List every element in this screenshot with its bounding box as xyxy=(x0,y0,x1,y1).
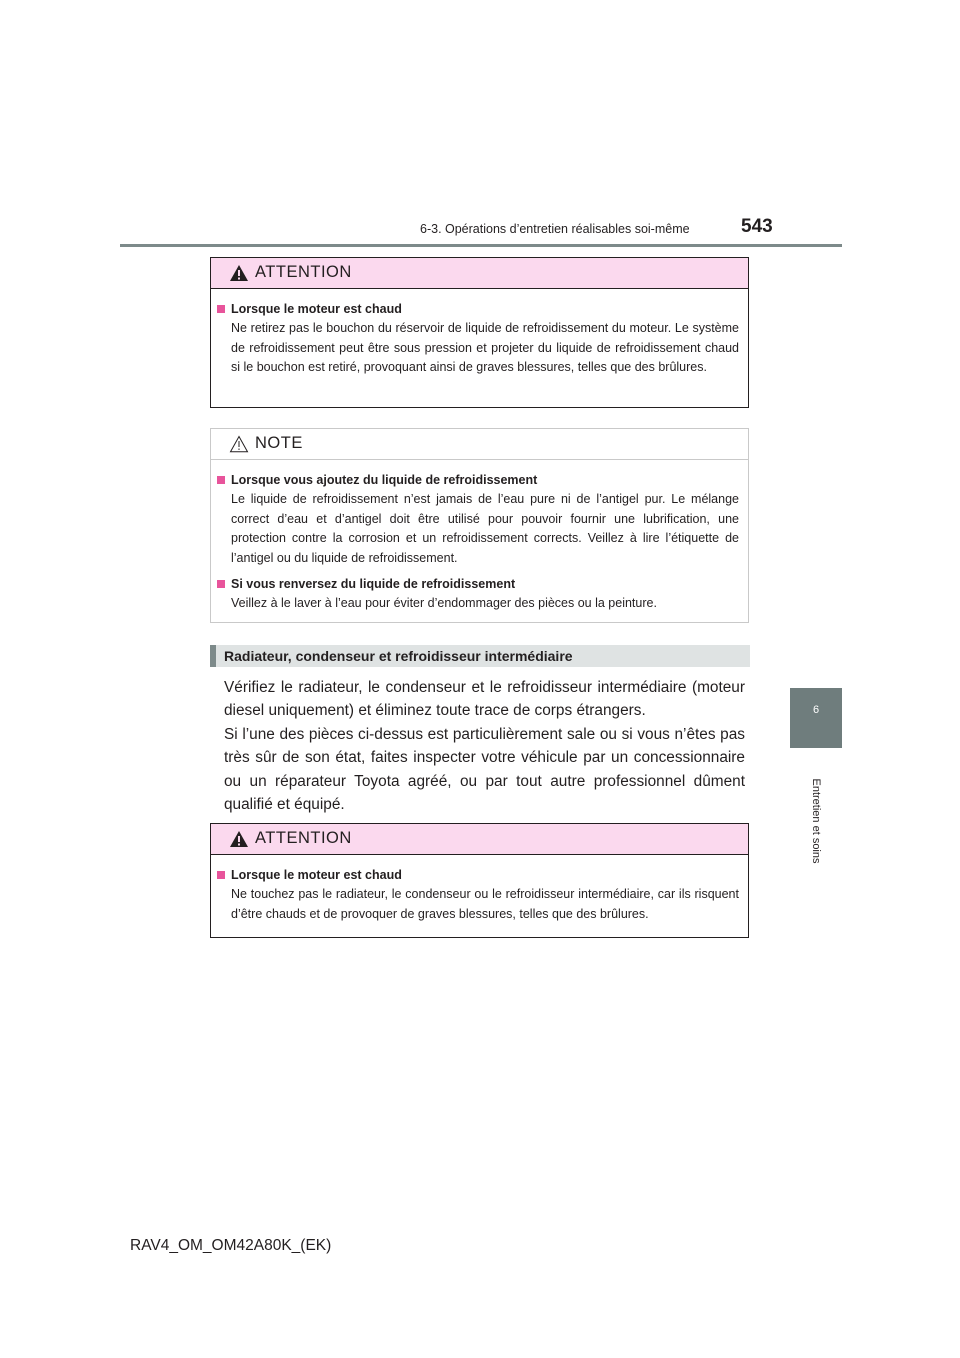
warning-triangle-icon xyxy=(229,830,249,848)
note-item xyxy=(217,574,739,614)
running-header: 6-3. Opérations d’entretien réalisables soi-même xyxy=(420,222,690,236)
attention-header xyxy=(211,258,748,289)
item-heading xyxy=(217,574,739,594)
note-item xyxy=(217,470,739,568)
section-title: Radiateur, condenseur et refroidisseur intermédiaire xyxy=(224,648,573,664)
attention-header xyxy=(211,824,748,855)
attention-body xyxy=(211,289,748,378)
bullet-square-icon xyxy=(217,476,225,484)
section-accent xyxy=(210,645,216,667)
section-heading-bar xyxy=(210,645,750,667)
attention-body xyxy=(211,855,748,924)
item-heading-text: Lorsque le moteur est chaud xyxy=(231,302,402,316)
paragraph: Vérifiez le radiateur, le condenseur et le refroidisseur intermédiaire (moteur diesel uniquement) et éliminez toute trace de corps étrangers. xyxy=(224,679,745,720)
attention-item xyxy=(217,865,739,924)
item-text: Ne retirez pas le bouchon du réservoir de liquide de refroidissement du moteur. Le système de refroidissement peut être sous pression et projeter du liquide de refroidissement chaud si le bouchon est retiré, provoquant ainsi de graves blessures, telles que des brûlures. xyxy=(231,321,739,375)
page-number: 543 xyxy=(741,216,773,237)
document-code: RAV4_OM_OM42A80K_(EK) xyxy=(130,1237,332,1254)
chapter-tab: 6 xyxy=(790,688,842,748)
bullet-square-icon xyxy=(217,580,225,588)
item-text: Ne touchez pas le radiateur, le condenseur ou le refroidisseur intermédiaire, car ils risquent d’être chauds et de provoquer de graves blessures, telles que des brûlures. xyxy=(231,887,739,921)
note-body xyxy=(211,460,748,614)
note-title: NOTE xyxy=(255,434,303,452)
item-text: Le liquide de refroidissement n’est jamais de l’eau pure ni de l’antigel pur. Le mélange correct d’eau et d’antigel doit être utilisé pour pouvoir fournir une lubrification, une protection contre la corrosion et un refroidissement corrects. Veillez à lire l’étiquette de l’antigel ou du liquide de refroidissement. xyxy=(231,492,739,565)
chapter-label: Entretien et soins xyxy=(810,778,822,864)
item-heading-text: Lorsque le moteur est chaud xyxy=(231,868,402,882)
attention-title: ATTENTION xyxy=(255,829,352,847)
item-text: Veillez à le laver à l’eau pour éviter d’endommager des pièces ou la peinture. xyxy=(231,596,657,611)
item-heading xyxy=(217,299,739,319)
note-header xyxy=(211,429,748,460)
item-heading xyxy=(217,470,739,490)
item-heading-text: Lorsque vous ajoutez du liquide de refroidissement xyxy=(231,473,538,487)
bullet-square-icon xyxy=(217,305,225,313)
attention-item xyxy=(217,299,739,378)
bullet-square-icon xyxy=(217,871,225,879)
item-heading xyxy=(217,865,739,885)
attention-box-1 xyxy=(210,257,749,408)
header-rule xyxy=(120,244,842,247)
attention-title: ATTENTION xyxy=(255,263,352,281)
item-heading-text: Si vous renversez du liquide de refroidissement xyxy=(231,577,516,592)
note-box xyxy=(210,428,749,623)
section-body xyxy=(224,676,745,816)
warning-triangle-outline-icon xyxy=(229,435,249,453)
warning-triangle-icon xyxy=(229,264,249,282)
paragraph: Si l’une des pièces ci-dessus est particulièrement sale ou si vous n’êtes pas très sûr de son état, faites inspecter votre véhicule par un concessionnaire ou un réparateur Toyota agréé, ou par tout autre professionnel dûment qualifié et équipé. xyxy=(224,725,745,814)
attention-box-2 xyxy=(210,823,749,938)
